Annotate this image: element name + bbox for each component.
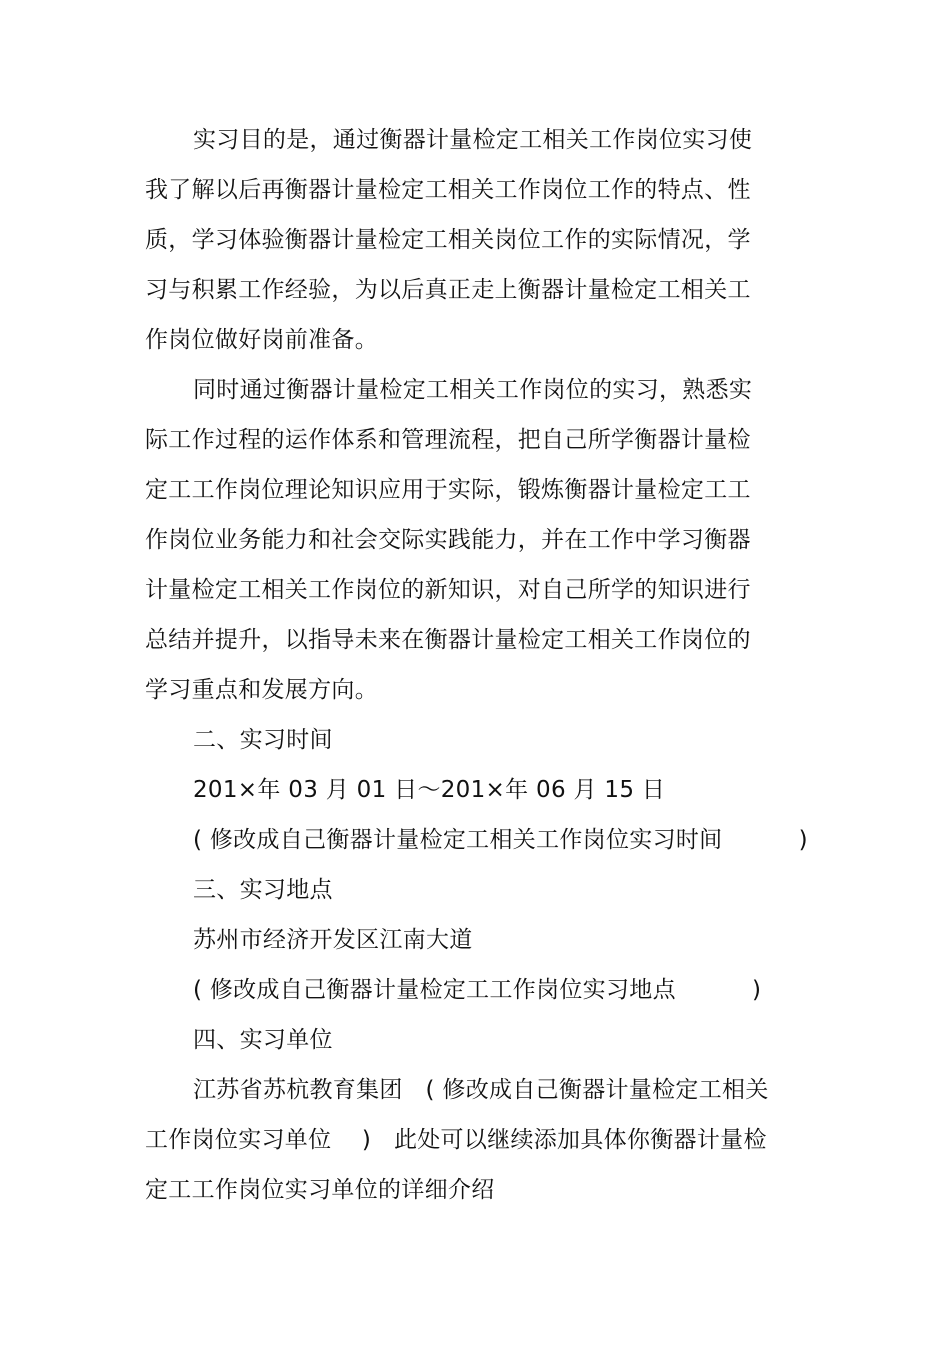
paragraph-purpose-line-1: 实习目的是，通过衡器计量检定工相关工作岗位实习使	[193, 127, 753, 153]
paragraph-unit-line-3: 定工工作岗位实习单位的详细介绍	[145, 1177, 495, 1203]
paragraph-goal-line-1: 同时通过衡器计量检定工相关工作岗位的实习，熟悉实	[193, 377, 753, 403]
internship-address: 苏州市经济开发区江南大道	[193, 927, 473, 953]
section-heading-time: 二、实习时间	[193, 727, 333, 753]
paragraph-goal-line-3: 定工工作岗位理论知识应用于实际，锻炼衡器计量检定工工	[145, 477, 751, 503]
paragraph-goal-line-2: 际工作过程的运作体系和管理流程，把自己所学衡器计量检	[145, 427, 751, 453]
paragraph-purpose-line-5: 作岗位做好岗前准备。	[145, 327, 378, 353]
note-edit-time: ( 修改成自己衡器计量检定工相关工作岗位实习时间 )	[193, 827, 808, 853]
section-heading-unit: 四、实习单位	[193, 1027, 333, 1053]
paragraph-goal-line-5: 计量检定工相关工作岗位的新知识，对自己所学的知识进行	[145, 577, 751, 603]
paragraph-purpose-line-3: 质，学习体验衡器计量检定工相关岗位工作的实际情况，学	[145, 227, 751, 253]
paragraph-goal-line-7: 学习重点和发展方向。	[145, 677, 378, 703]
paragraph-goal-line-4: 作岗位业务能力和社会交际实践能力，并在工作中学习衡器	[145, 527, 751, 553]
paragraph-unit-line-2: 工作岗位实习单位 ) 此处可以继续添加具体你衡器计量检	[145, 1127, 767, 1153]
paragraph-purpose-line-4: 习与积累工作经验，为以后真正走上衡器计量检定工相关工	[145, 277, 751, 303]
internship-date-range: 201×年 03 月 01 日～201×年 06 月 15 日	[193, 777, 666, 803]
paragraph-purpose-line-2: 我了解以后再衡器计量检定工相关工作岗位工作的特点、性	[145, 177, 751, 203]
note-edit-location: ( 修改成自己衡器计量检定工工作岗位实习地点 )	[193, 977, 762, 1003]
paragraph-goal-line-6: 总结并提升，以指导未来在衡器计量检定工相关工作岗位的	[145, 627, 751, 653]
paragraph-unit-line-1: 江苏省苏杭教育集团 ( 修改成自己衡器计量检定工相关	[193, 1077, 769, 1103]
section-heading-location: 三、实习地点	[193, 877, 333, 903]
